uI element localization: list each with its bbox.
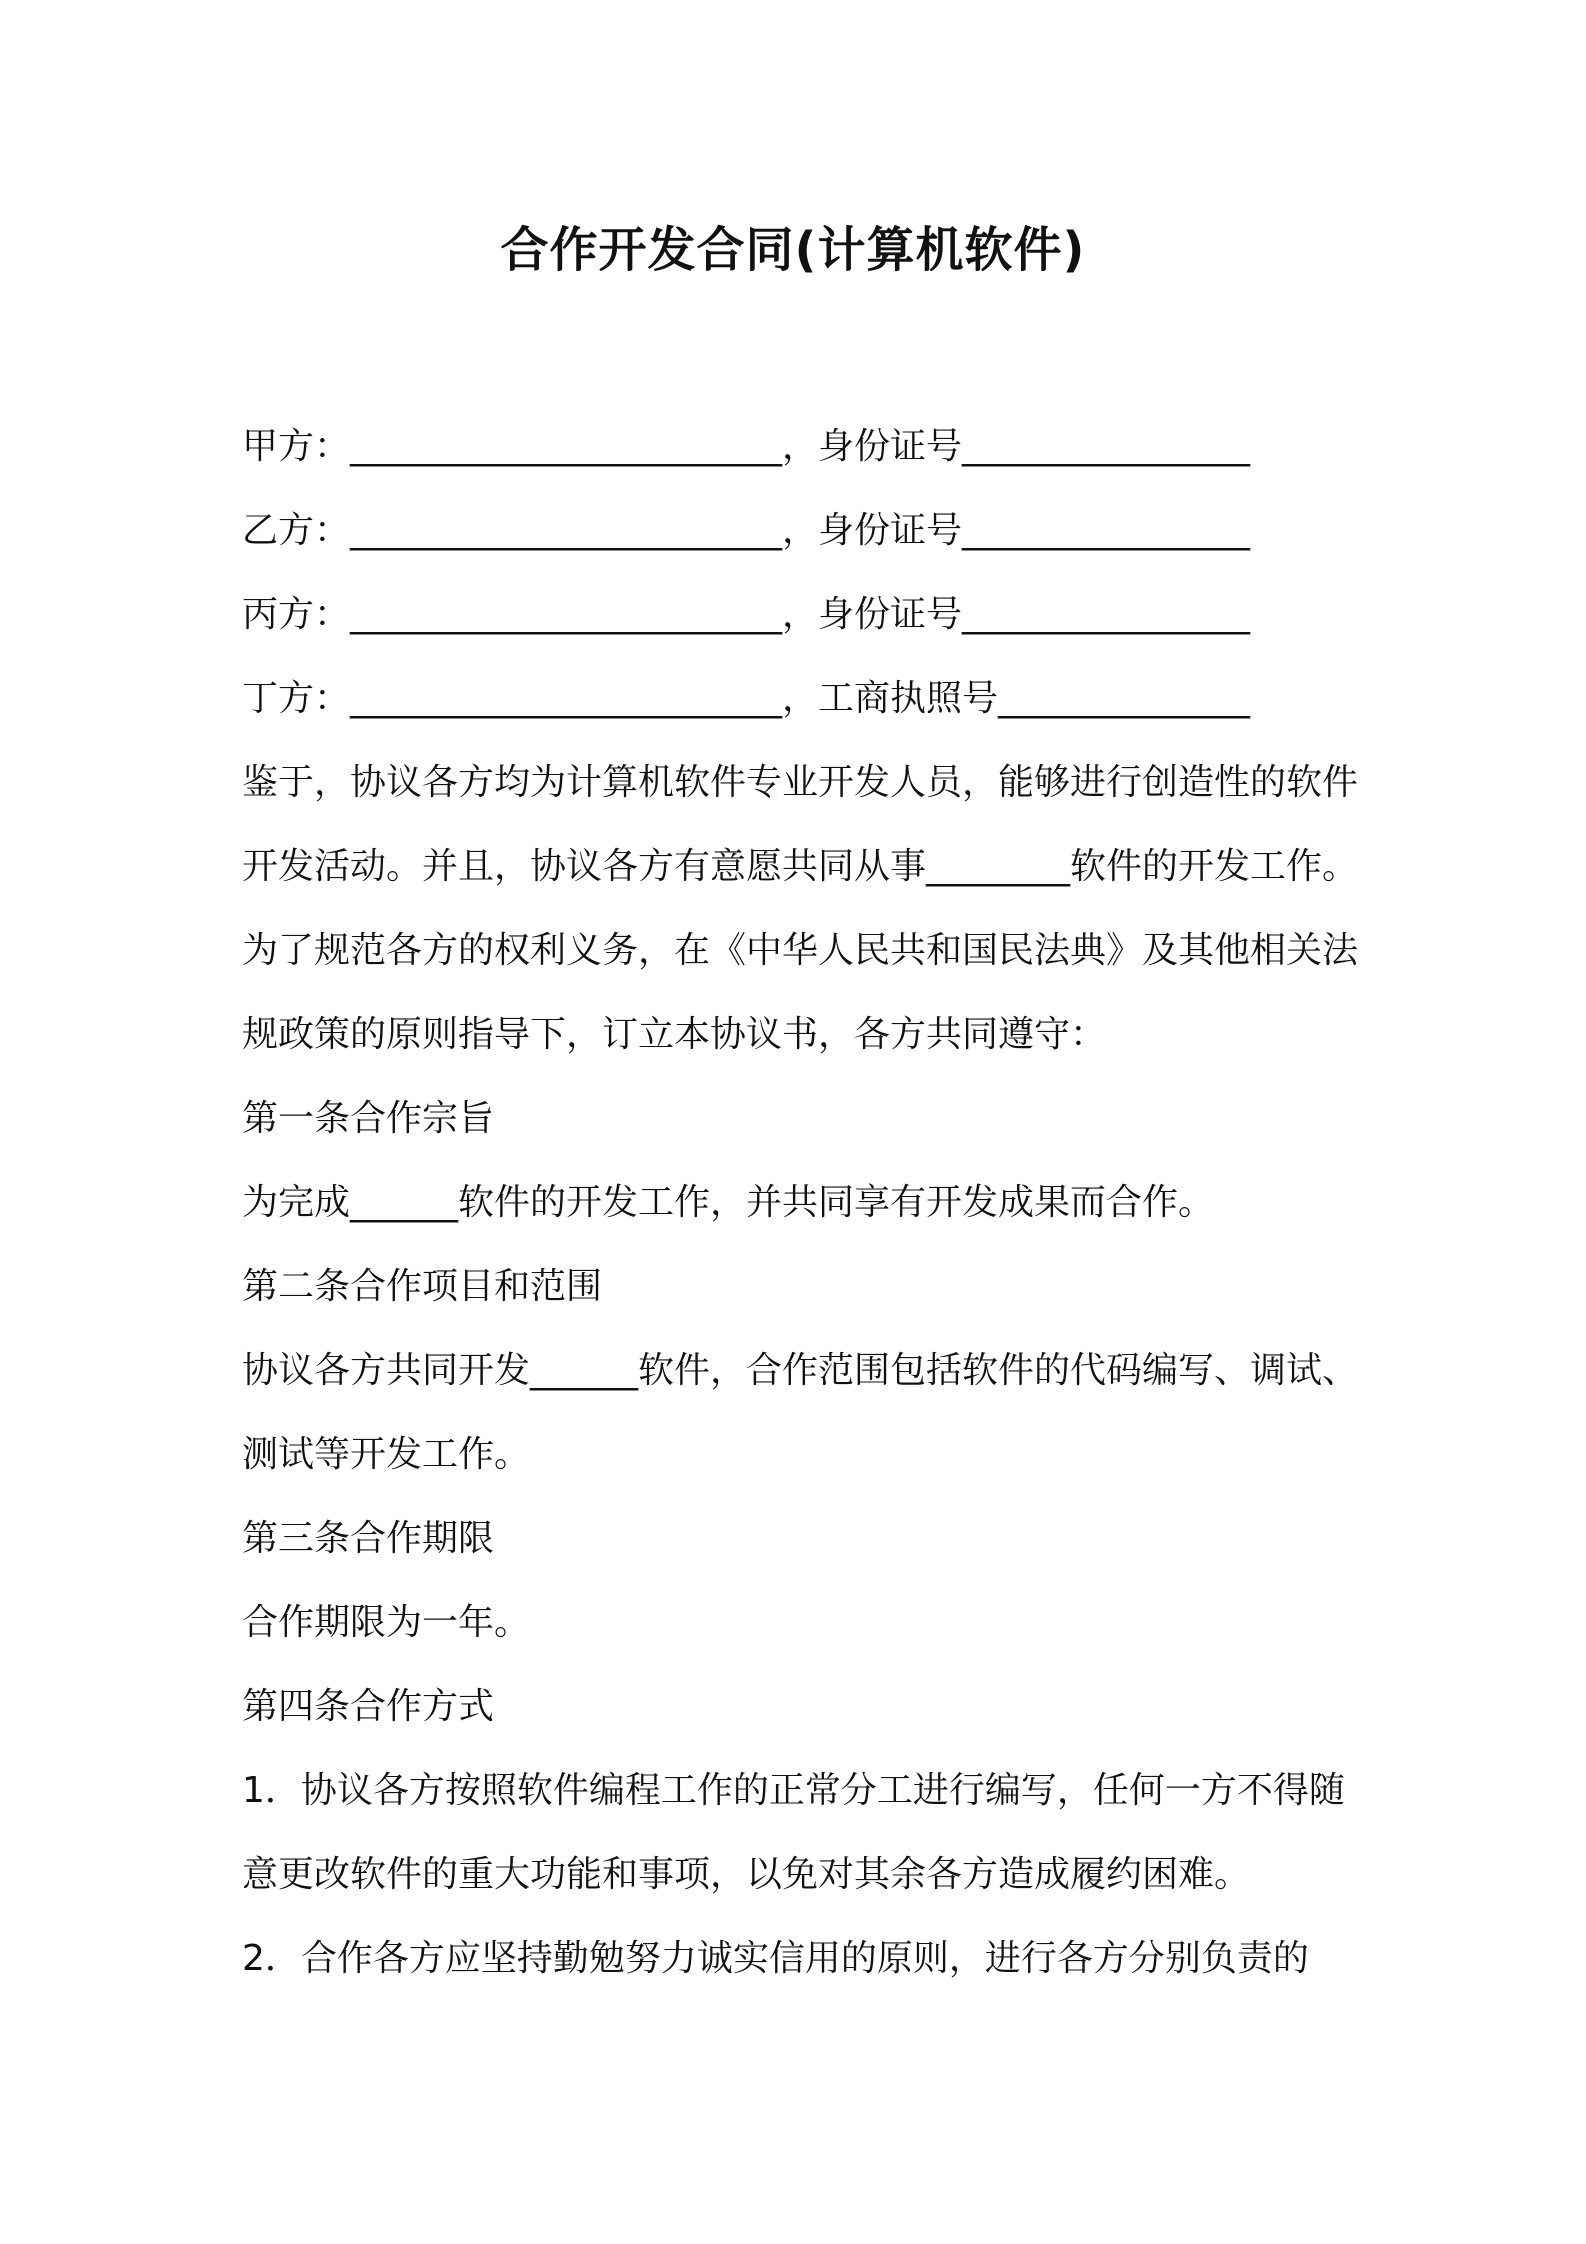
preamble-paragraph: 鉴于，协议各方均为计算机软件专业开发人员，能够进行创造性的软件开发活动。并且，协议各方有意愿共同从事________软件的开发工作。为了规范各方的权利义务，在《中华人民共和国民法典》及其他相关法规政策的原则指导下，订立本协议书，各方共同遵守：: [242, 762, 1359, 1055]
article-2-text: 协议各方共同开发______软件，合作范围包括软件的代码编写、调试、测试等开发工作。: [242, 1350, 1359, 1475]
article-4-item-2: 2．合作各方应坚持勤勉努力诚实信用的原则，进行各方分别负责的: [242, 1938, 1309, 1979]
article-3-text: 合作期限为一年。: [242, 1602, 531, 1643]
party-d-line: 丁方：________________________，工商执照号______________: [242, 678, 1251, 719]
document-body: [242, 405, 1362, 2001]
document-title: 合作开发合同(计算机软件): [500, 222, 1086, 278]
article-1-text: 为完成______软件的开发工作，并共同享有开发成果而合作。: [242, 1182, 1215, 1223]
article-1-heading: 第一条合作宗旨: [242, 1098, 495, 1139]
article-4-heading: 第四条合作方式: [242, 1686, 495, 1727]
article-4-item-1: 1．协议各方按照软件编程工作的正常分工进行编写，任何一方不得随意更改软件的重大功能和事项，以免对其余各方造成履约困难。: [242, 1770, 1345, 1895]
party-c-line: 丙方：________________________，身份证号________________: [242, 594, 1251, 635]
party-b-line: 乙方：________________________，身份证号________________: [242, 510, 1251, 551]
article-3-heading: 第三条合作期限: [242, 1518, 495, 1559]
party-a-line: 甲方：________________________，身份证号________________: [242, 426, 1251, 467]
article-2-heading: 第二条合作项目和范围: [242, 1266, 603, 1307]
